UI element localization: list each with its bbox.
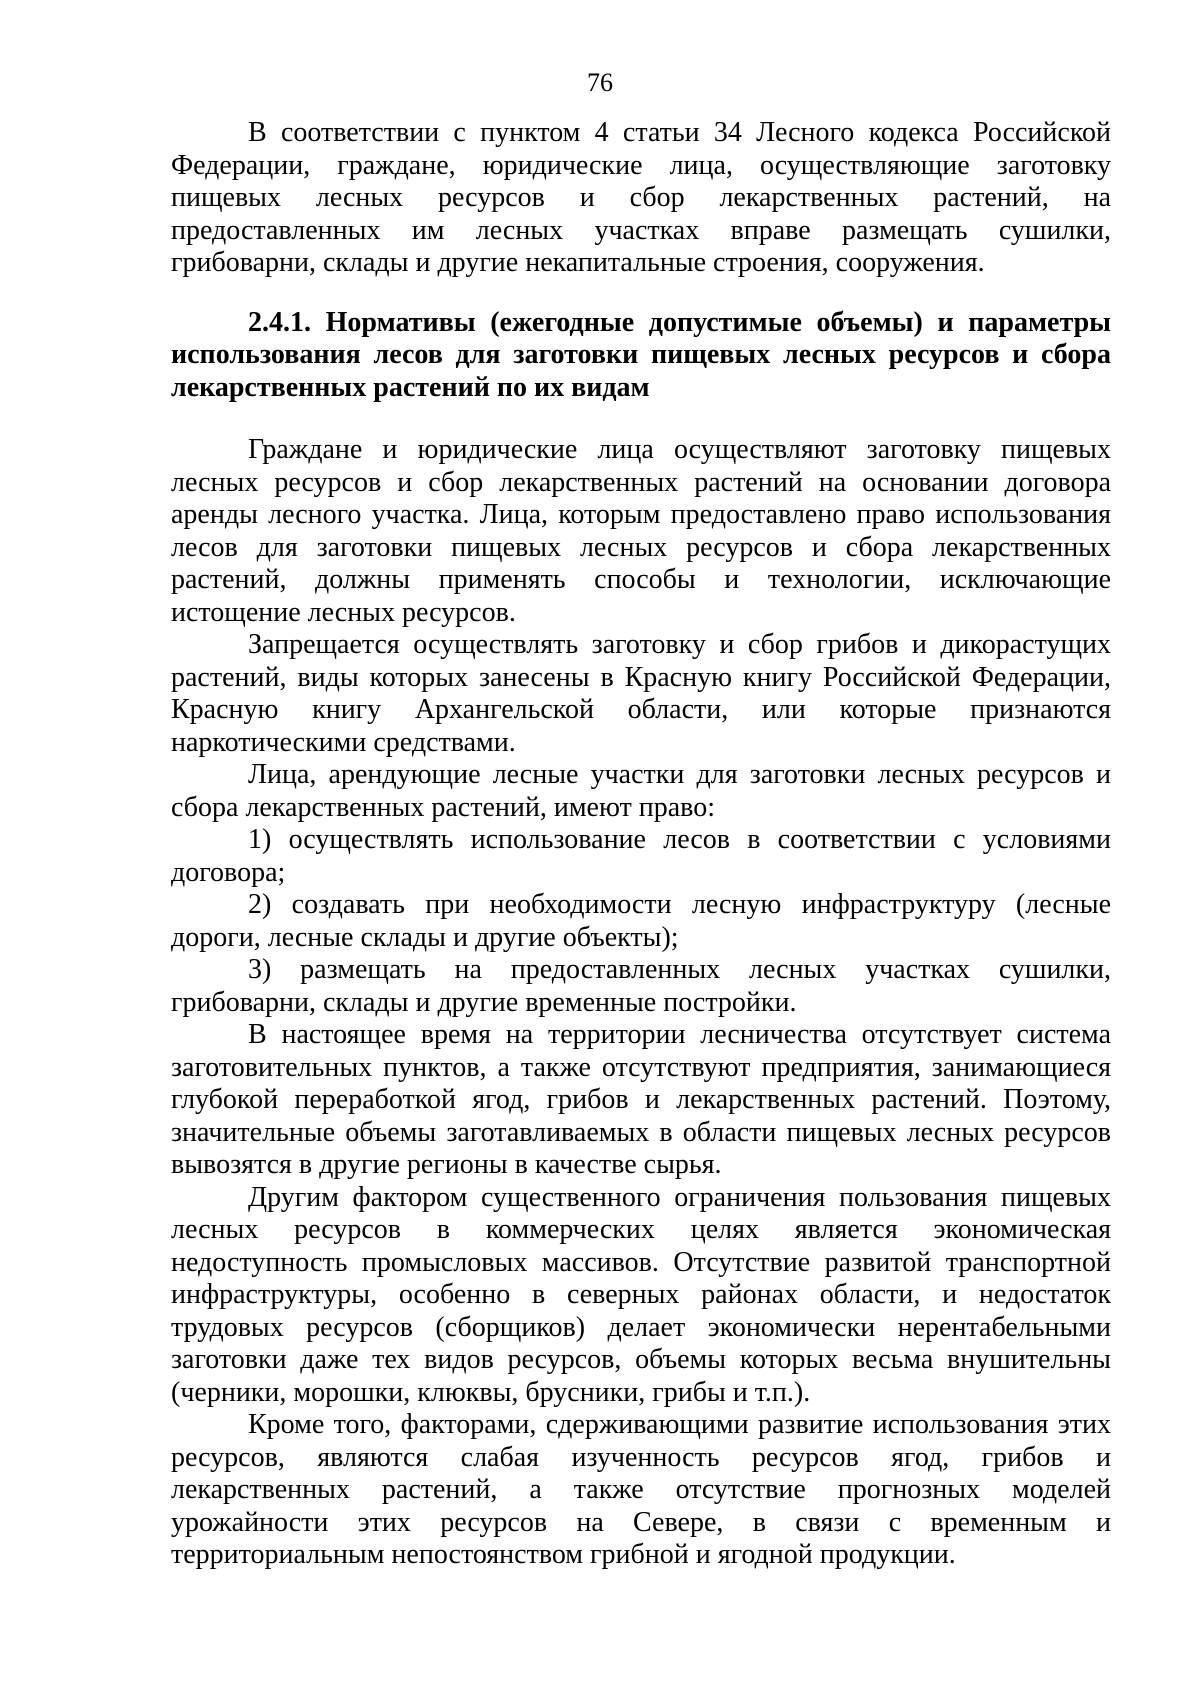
paragraph: В настоящее время на территории лесничества отсутствует система заготовительных пунктов, а также отсутствуют предприятия, занимающиеся глубокой переработкой ягод, грибов и лекарственных растений. Поэтому, значительные объемы заготавливаемых в области пищевых лесных ресурсов вывозятся в другие регионы в качестве сырья.: [171, 1019, 1111, 1180]
paragraph: Лица, арендующие лесные участки для заготовки лесных ресурсов и сбора лекарственных растений, имеют право:: [171, 759, 1111, 823]
paragraph-intro: В соответствии с пунктом 4 статьи 34 Лесного кодекса Российской Федерации, граждане, юридические лица, осуществляющие заготовку пищевых лесных ресурсов и сбор лекарственных растений, на предоставленных им лесных участках вправе размещать сушилки, грибоварни, склады и другие некапитальные строения, сооружения.: [171, 117, 1111, 278]
paragraph: Кроме того, факторами, сдерживающими развитие использования этих ресурсов, являются слабая изученность ресурсов ягод, грибов и лекарственных растений, а также отсутствие прогнозных моделей урожайности этих ресурсов на Севере, в связи с временным и территориальным непостоянством грибной и ягодной продукции.: [171, 1409, 1111, 1570]
page-number: 76: [587, 68, 613, 97]
section-heading: 2.4.1. Нормативы (ежегодные допустимые объемы) и параметры использования лесов для заготовки пищевых лесных ресурсов и сбора лекарственных растений по их видам: [171, 306, 1111, 403]
document-body: [171, 117, 1111, 1572]
list-item: 2) создавать при необходимости лесную инфраструктуру (лесные дороги, лесные склады и другие объекты);: [171, 889, 1111, 953]
paragraph: Граждане и юридические лица осуществляют заготовку пищевых лесных ресурсов и сбор лекарственных растений на основании договора аренды лесного участка. Лица, которым предоставлено право использования лесов для заготовки пищевых лесных ресурсов и сбора лекарственных растений, должны применять способы и технологии, исключающие истощение лесных ресурсов.: [171, 434, 1111, 628]
paragraph: Запрещается осуществлять заготовку и сбор грибов и дикорастущих растений, виды которых занесены в Красную книгу Российской Федерации, Красную книгу Архангельской области, или которые признаются наркотическими средствами.: [171, 629, 1111, 758]
list-item: 3) размещать на предоставленных лесных участках сушилки, грибоварни, склады и другие временные постройки.: [171, 954, 1111, 1018]
paragraph: Другим фактором существенного ограничения пользования пищевых лесных ресурсов в коммерческих целях является экономическая недоступность промысловых массивов. Отсутствие развитой транспортной инфраструктуры, особенно в северных районах области, и недостаток трудовых ресурсов (сборщиков) делает экономически нерентабельными заготовки даже тех видов ресурсов, объемы которых весьма внушительны (черники, морошки, клюквы, брусники, грибы и т.п.).: [171, 1181, 1111, 1408]
list-item: 1) осуществлять использование лесов в соответствии с условиями договора;: [171, 824, 1111, 888]
